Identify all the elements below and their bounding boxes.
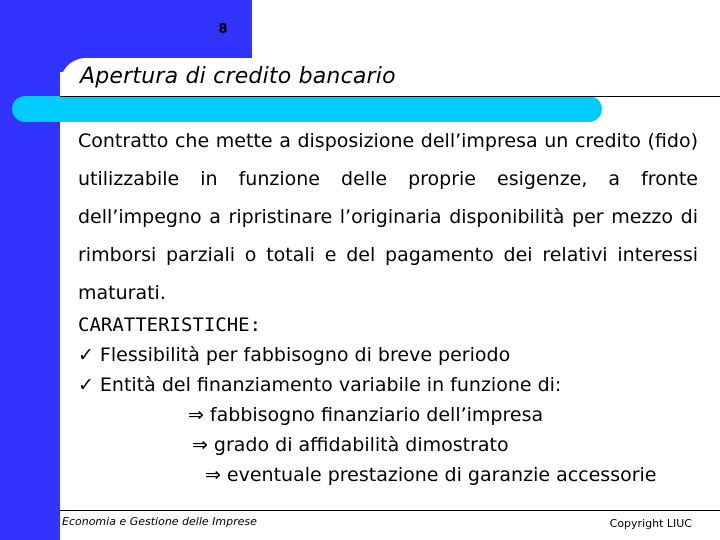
left-accent-bar <box>0 0 60 540</box>
check-item <box>78 370 718 400</box>
footer-divider <box>60 510 720 511</box>
implies-arrow-icon: ⇒ <box>205 464 221 486</box>
footer-course: Economia e Gestione delle Imprese <box>62 515 257 528</box>
check-item-text: Flessibilità per fabbisogno di breve periodo <box>99 344 511 366</box>
check-icon: ✓ <box>78 374 94 396</box>
check-item <box>78 340 718 370</box>
definition-text: Contratto che mette a disposizione dell’impresa un credito (fido) utilizzabile in funzione delle proprie esigenze, a fronte dell’impegno a ripristinare l’originaria disponibilità per mezzo di rimborsi parziali o totali e del pagamento dei relativi interessi maturati. <box>78 130 698 304</box>
characteristics-heading: CARATTERISTICHE: <box>78 314 262 336</box>
check-icon: ✓ <box>78 344 94 366</box>
check-item-text: Entità del finanziamento variabile in funzione di: <box>99 374 562 396</box>
sub-item <box>78 460 718 490</box>
sub-item <box>78 400 718 430</box>
sub-item <box>78 430 718 460</box>
sub-item-text: grado di affidabilità dimostrato <box>213 434 509 456</box>
slide-title: Apertura di credito bancario <box>80 64 396 89</box>
characteristics-section <box>78 310 718 490</box>
implies-arrow-icon: ⇒ <box>192 434 208 456</box>
page-number: 8 <box>218 22 228 37</box>
sub-item-text: eventuale prestazione di garanzie accessorie <box>226 464 657 486</box>
implies-arrow-icon: ⇒ <box>188 404 204 426</box>
footer-copyright: Copyright LIUC <box>609 517 692 530</box>
title-accent-bar <box>12 96 602 122</box>
sub-item-text: fabbisogno finanziario dell’impresa <box>209 404 544 426</box>
title-divider <box>60 96 720 97</box>
